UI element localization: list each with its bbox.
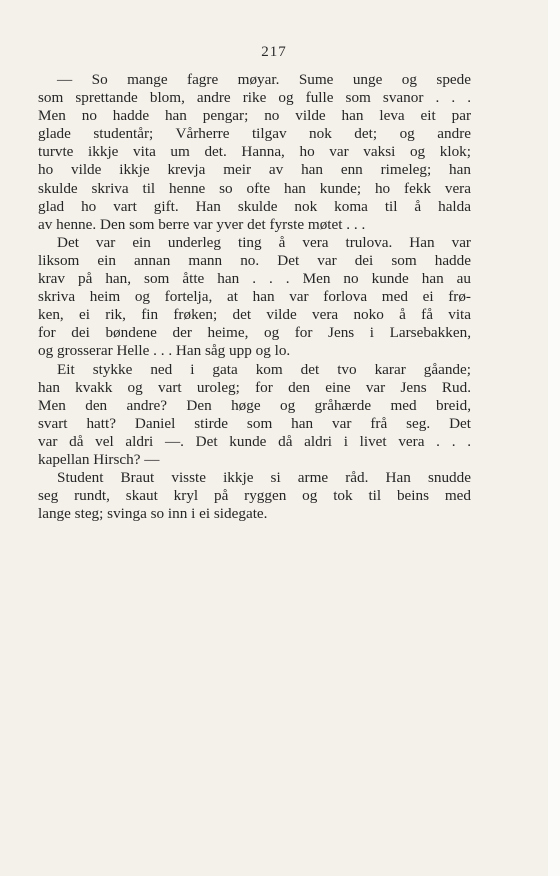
page-edge [548, 0, 560, 876]
text-line: skulde skriva til henne so ofte han kunde; ho fekk vera [38, 179, 471, 197]
text-line: for dei bøndene der heime, og for Jens i Larsebakken, [38, 324, 471, 342]
text-line: svart hatt? Daniel stirde som han var frå seg. Det [38, 414, 471, 432]
text-line: krav på han, som åtte han . . . Men no kunde han au [38, 270, 471, 288]
text-line: og grosserar Helle . . . Han såg upp og lo. [38, 342, 291, 360]
text-line: turvte ikkje vita um det. Hanna, ho var vaksi og klok; [38, 143, 471, 161]
body-text [38, 71, 471, 523]
text-line: av henne. Den som berre var yver det fyrste møtet . . . [38, 215, 366, 233]
text-line: ho vilde ikkje krevja meir av han enn rimeleg; han [38, 161, 471, 179]
text-line: Eit stykke ned i gata kom det tvo karar gåande; [57, 360, 471, 378]
text-line: Student Braut visste ikkje si arme råd. Han snudde [57, 469, 471, 487]
text-line: seg rundt, skaut kryl på ryggen og tok til beins med [38, 487, 471, 505]
text-line: Men den andre? Den høge og gråhærde med breid, [38, 396, 471, 414]
text-line: liksom ein annan mann no. Det var dei som hadde [38, 251, 471, 269]
text-line: skriva heim og fortelja, at han var forlova med ei frø- [38, 288, 471, 306]
text-line: glad ho vart gift. Han skulde nok koma til å halda [38, 197, 471, 215]
text-line: Men no hadde han pengar; no vilde han leva eit par [38, 107, 471, 125]
text-line: glade studentår; Vårherre tilgav nok det; og andre [38, 125, 471, 143]
text-line: han kvakk og vart uroleg; for den eine var Jens Rud. [38, 378, 471, 396]
text-line: lange steg; svinga so inn i ei sidegate. [38, 505, 268, 523]
text-line: Det var ein underleg ting å vera trulova. Han var [57, 233, 471, 251]
text-line: var då vel aldri —. Det kunde då aldri i livet vera . . . [38, 432, 471, 450]
text-line: ken, ei rik, fin frøken; det vilde vera noko å få vita [38, 306, 471, 324]
text-line: som sprettande blom, andre rike og fulle som svanor . . . [38, 89, 471, 107]
text-line: kapellan Hirsch? — [38, 450, 160, 468]
text-line: — So mange fagre møyar. Sume unge og spede [57, 71, 471, 88]
page-number: 217 [261, 44, 287, 60]
